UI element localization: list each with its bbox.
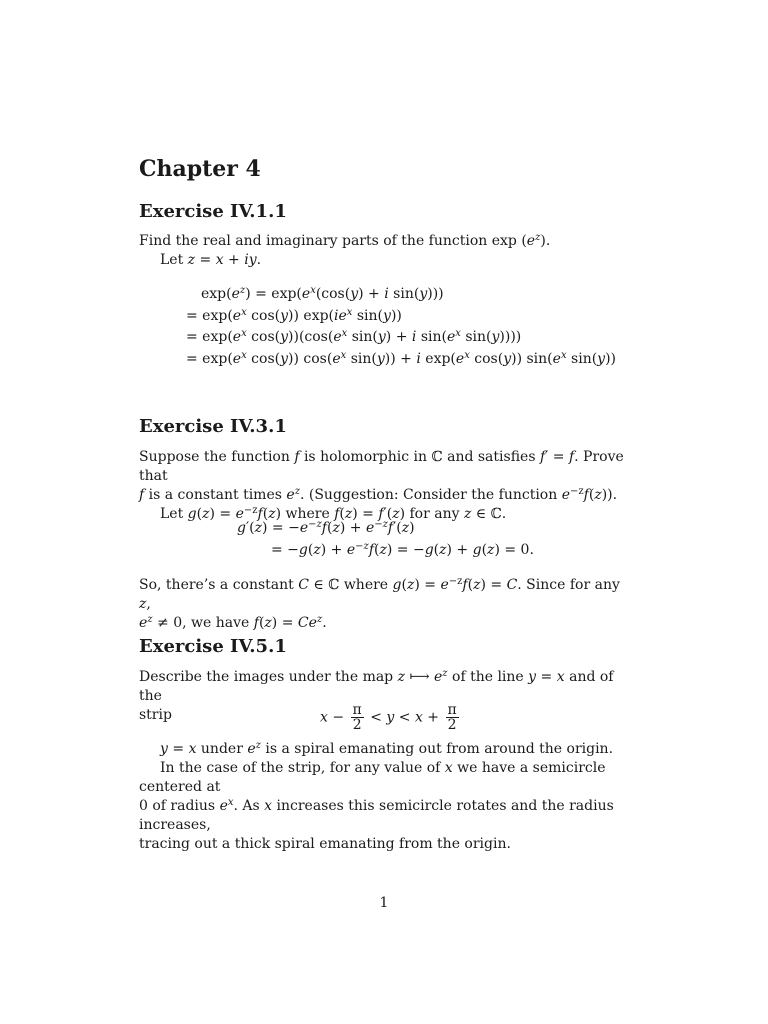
equation-line: = $\exp(e^x$ cos(y)) $\cos(e^x$ sin(y)) + i $\exp(e^x$ cos(y)) $\sin(e^x$ sin(y)): [186, 349, 617, 367]
exercise-iv-3-1-derivation: [237, 518, 534, 561]
equation-line: = $-g(z) + e^{-z}f(z) = -g(z) + g(z) = 0$.: [271, 540, 534, 558]
strip-inequality: x − $\frac{\pi}{2}$ < y < x + $\frac{\pi}{2}$: [320, 702, 457, 733]
equation-line: $g'(z) = -e^{-z}f(z) + e^{-z}f'(z)$: [237, 519, 415, 536]
exercise-iv-3-1-prompt: Suppose the function f is holomorphic in ℂ and satisfies f′ = f. Prove that f is a constant times $e^z$. (Suggestion: Consider the function $e^{-z}f(z)$). Let $g(z) = e^{-z}f(z)$ where f(z) = f′(z) for any z ∈ ℂ.: [139, 449, 624, 522]
exercise-iv-3-1-conclusion: So, there’s a constant C ∈ ℂ where $g(z) = e^{-z}f(z) = C$. Since for any z, $e^z \ne 0$, we have $f(z) = Ce^z$.: [139, 576, 620, 631]
exercise-iv-5-1-answer: y = x under $e^z$ is a spiral emanating out from around the origin. In the case of the strip, for any value of x we have a semicircle centered at 0 of radius $e^x$. As x increases this semicircle rotates and the radius increases, tracing out a thick spiral emanating from the origin.: [139, 740, 614, 852]
exercise-iv-1-1-prompt: Find the real and imaginary parts of the function $\exp (e^z)$. Let z = x + iy.: [139, 232, 551, 268]
chapter-title: Chapter 4: [139, 156, 261, 182]
page-number: 1: [379, 895, 389, 911]
equation-line: = $\exp(e^x$ $\cos(y))(\cos(e^x$ sin(y) + i $\sin(e^x$ sin(y)))): [186, 328, 522, 345]
exercise-heading-iv-3-1: Exercise IV.3.1: [139, 416, 287, 437]
exercise-heading-iv-5-1: Exercise IV.5.1: [139, 636, 287, 657]
exercise-iv-1-1-derivation: [186, 284, 616, 370]
equation-line: $\exp(e^z) = \exp(e^x(\cos(y) + i$ sin(y))): [201, 285, 444, 302]
exercise-iv-5-1-prompt: Describe the images under the map z ⟼ $e^z$ of the line y = x and of the strip: [139, 668, 614, 723]
equation-line: = $\exp(e^x$ cos(y)) $\exp(ie^x$ sin(y)): [186, 306, 402, 324]
exercise-heading-iv-1-1: Exercise IV.1.1: [139, 201, 287, 222]
